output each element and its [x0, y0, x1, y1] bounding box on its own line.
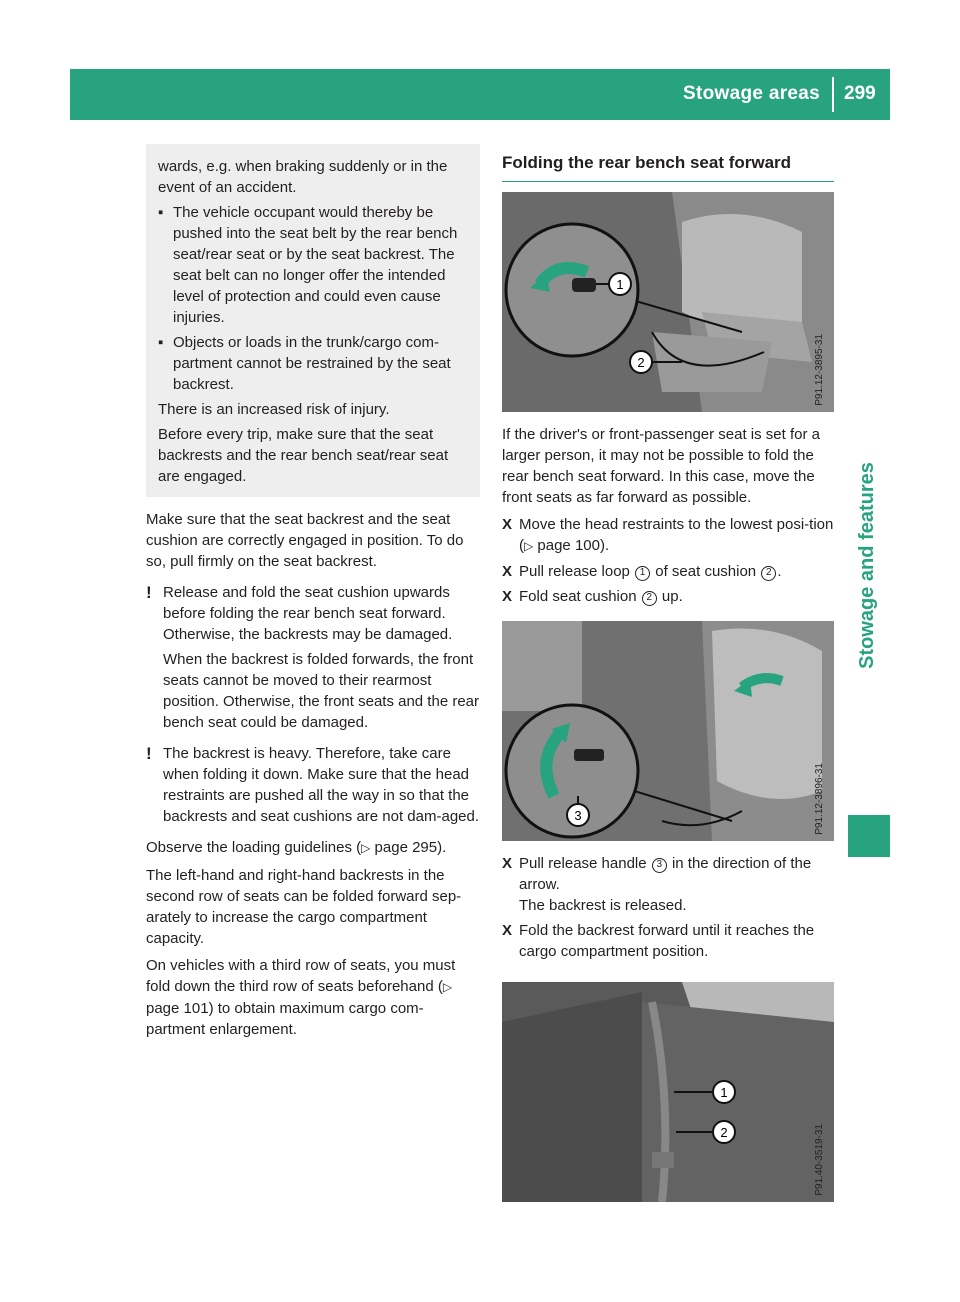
bullet-icon: ▪	[158, 334, 164, 351]
warning-bullet	[158, 202, 470, 328]
warning-action: Before every trip, make sure that the seat backrests and the rear bench seat/rear seat are engaged.	[158, 426, 449, 485]
paragraph	[146, 955, 480, 1040]
step-text: Pull release loop	[519, 563, 630, 580]
instruction-step	[502, 853, 834, 916]
paragraph-text: ).	[437, 839, 447, 856]
callout-2-label: 2	[720, 1125, 728, 1140]
warning-intro: wards, e.g. when braking suddenly or in the event of an accident.	[158, 158, 448, 196]
step-icon: X	[502, 922, 513, 939]
note-text: The backrest is heavy. Therefore, take care when folding it down. Make sure that the head restraints are pushed all the way in so that the backrests and seat cushions are not dam-aged.	[163, 745, 480, 825]
bullet-icon: ▪	[158, 204, 164, 221]
side-tab-label: Stowage and features	[856, 461, 878, 669]
paragraph-text: ) to obtain maximum cargo com-partment enlargement.	[146, 1000, 424, 1038]
page-ref-icon: ▷	[442, 980, 453, 994]
warning-bullet	[158, 332, 470, 395]
header-bar	[70, 69, 890, 120]
seat-illustration-1	[502, 192, 834, 412]
warning-risk: There is an increased risk of injury.	[158, 401, 390, 418]
step-text: Fold the backrest forward until it reaches the cargo compartment position.	[519, 922, 815, 960]
step-text: ).	[599, 537, 610, 554]
step-text: Fold seat cushion	[519, 588, 637, 605]
instruction-step	[502, 514, 834, 557]
paragraph	[146, 837, 480, 859]
figure-code: P91.12-3895-31	[814, 334, 825, 406]
paragraph-text: Observe the loading guidelines (	[146, 839, 362, 856]
page-reference-link[interactable]: page 101	[146, 1000, 209, 1017]
page-ref-icon: ▷	[524, 539, 534, 553]
callout-1-label: 1	[616, 277, 624, 292]
note-text: Release and fold the seat cushion upwards before folding the rear bench seat forward. Otherwise, the backrests may be damaged.	[163, 584, 453, 643]
warning-box	[146, 144, 480, 497]
page-ref-icon: ▷	[361, 841, 371, 855]
paragraph: Make sure that the seat backrest and the seat cushion are correctly engaged in position. To do so, pull firmly on the seat backrest.	[146, 511, 464, 570]
warning-icon: !	[146, 583, 152, 602]
section-title: Folding the rear bench seat forward	[502, 152, 834, 182]
step-text: .	[777, 563, 782, 580]
step-text: Pull release handle	[519, 855, 647, 872]
paragraph: If the driver's or front-passenger seat is set for a larger person, it may not be possible to fold the rear bench seat forward. In this case, move the front seats as far forward as possible.	[502, 426, 821, 506]
page-reference-link[interactable]: page 100	[537, 537, 600, 554]
instruction-step	[502, 920, 834, 962]
callout-3-icon: 3	[652, 858, 667, 873]
step-text: of seat cushion	[655, 563, 757, 580]
figure-release-handle	[502, 621, 834, 841]
warning-icon: !	[146, 744, 152, 763]
side-tab-marker	[848, 815, 890, 857]
left-column	[146, 144, 480, 1046]
note	[146, 743, 480, 827]
step-text: Move the head restraints to the lowest posi-tion (	[519, 516, 834, 554]
callout-2-icon: 2	[642, 591, 657, 606]
note-text: When the backrest is folded forwards, the front seats cannot be moved to their rearmost position. Otherwise, the front seats and the rear bench seat could be damaged.	[163, 651, 480, 731]
section-header-title: Stowage areas	[683, 83, 820, 104]
figure-cargo-compartment	[502, 982, 834, 1202]
step-icon: X	[502, 855, 513, 872]
side-tab	[845, 410, 890, 720]
step-text: up.	[661, 588, 683, 605]
note	[146, 582, 480, 733]
paragraph-text: On vehicles with a third row of seats, you must fold down the third row of seats beforehand (	[146, 957, 456, 995]
right-column	[502, 144, 834, 1202]
step-result: The backrest is released.	[519, 897, 687, 914]
warning-bullet-text: Objects or loads in the trunk/cargo com-partment cannot be restrained by the seat backrest.	[173, 334, 451, 393]
seat-illustration-2	[502, 621, 834, 841]
callout-2-label: 2	[637, 355, 645, 370]
warning-bullet-text: The vehicle occupant would thereby be pushed into the seat belt by the rear bench seat/rear seat or by the seat backrest. The seat belt can no longer offer the intended level of protection and could even cause injuries.	[173, 204, 458, 326]
callout-1-label: 1	[720, 1085, 728, 1100]
figure-seat-cushion	[502, 192, 834, 412]
step-icon: X	[502, 563, 513, 580]
instruction-step	[502, 586, 834, 607]
callout-1-icon: 1	[635, 566, 650, 581]
instruction-step	[502, 561, 834, 582]
paragraph: The left-hand and right-hand backrests in the second row of seats can be folded forward sep-arately to increase the cargo compartment capacity.	[146, 867, 462, 947]
header-page-box	[832, 69, 890, 120]
callout-2-icon: 2	[761, 566, 776, 581]
step-icon: X	[502, 516, 513, 533]
seat-illustration-3	[502, 982, 834, 1202]
figure-code: P91.12-3896-31	[814, 763, 825, 835]
step-icon: X	[502, 588, 513, 605]
callout-3-label: 3	[574, 808, 582, 823]
page-reference-link[interactable]: page 295	[374, 839, 438, 856]
page-number: 299	[844, 83, 876, 104]
figure-code: P91.40-3519-31	[814, 1124, 825, 1196]
step-text: in the direction of the arrow.	[519, 855, 812, 893]
